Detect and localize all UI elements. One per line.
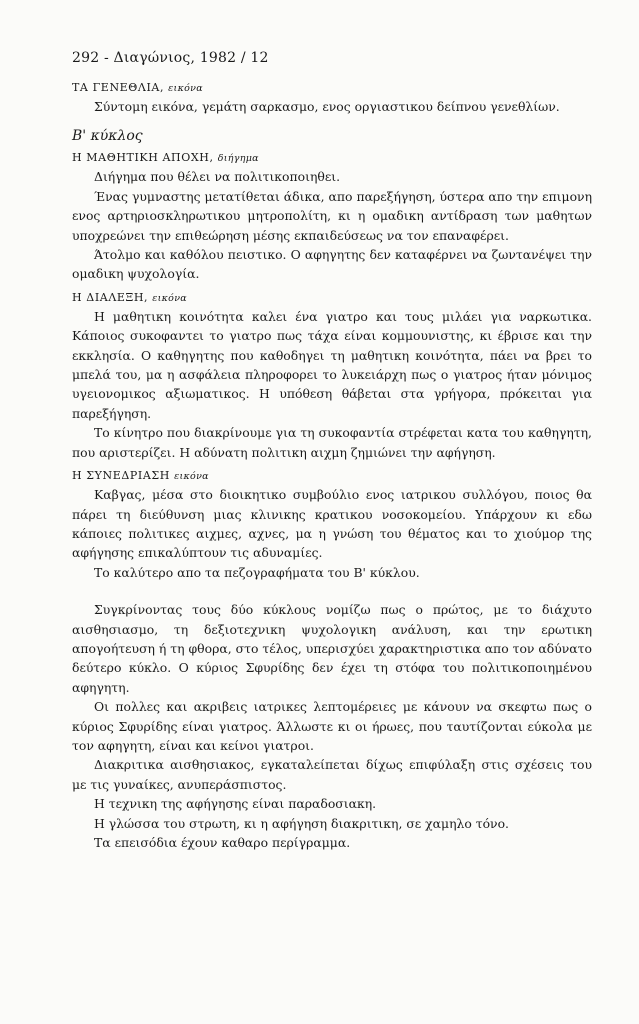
section-title: Η ΜΑΘΗΤΙΚΗ ΑΠΟΧΗ, <box>72 151 214 165</box>
section-title: Η ΔΙΑΛΕΞΗ, <box>72 290 149 304</box>
paragraph: Το καλύτερο απο τα πεζογραφήματα του Β' κύκλου. <box>94 564 420 580</box>
conclusion-paragraph: Συγκρίνοντας τους δύο κύκλους νομίζω πως ο πρώτος, με το διάχυτο αισθησιασμο, τη δεξιοτεχνικη ψυχολογικη ανάλυση, και την ερωτικη απογοήτευση ή τη φθορα, στο τέλος, υπερισχύει χαρακτηριστικα απο τον αδύνατο δεύτερο κύκλο. Ο κύριος Σφυρίδης δεν έχει τη στόφα του πολιτικοποιημένου αφηγητη. <box>72 602 592 695</box>
section-kind: εικόνα <box>174 471 209 483</box>
section-kind: εικόνα <box>152 292 187 304</box>
running-head: 292 - Διαγώνιος, 1982 / 12 <box>72 50 269 66</box>
section-heading-dialexi <box>72 290 592 307</box>
spacer <box>72 582 592 600</box>
conclusion-paragraph: Διακριτικα αισθησιακος, εγκαταλείπεται δίχως επιφύλαξη στις σχέσεις του με τις γυναίκες, ανυπεράσπιστος. <box>72 757 592 792</box>
section-title: ΤΑ ΓΕΝΕΘΛΙΑ, <box>72 81 165 94</box>
section-heading-synedriasi <box>72 468 592 485</box>
paragraph: Σύντομη εικόνα, γεμάτη σαρκασμο, ενος οργιαστικου δείπνου γενεθλίων. <box>94 99 560 114</box>
paragraph: Το κίνητρο που διακρίνουμε για τη συκοφαντία στρέφεται κατα του καθηγητη, που αριστερίζει. Η αδύνατη πολιτικη αιχμη ζημιώνει την αφήγηση. <box>72 425 592 460</box>
paragraph: Καβγας, μέσα στο διοικητικο συμβούλιο ενος ιατρικου συλλόγου, ποιος θα πάρει τη διεύθυνση μιας κλινικης κρατικου νοσοκομείου. Υπάρχουν κι εδω κάποιες πολιτικες αιχμες, αχνες, μα η γνώση του θέματος και το χιούμορ της αφήγησης επικαλύπτουν τις αδυναμίες. <box>72 487 592 561</box>
section-heading-mathitiki-apoxi <box>72 150 592 167</box>
paragraph: Η μαθητικη κοινότητα καλει ένα γιατρο και τους μιλάει για ναρκωτικα. Κάποιος συκοφαντει το γιατρο πως τάχα είναι κομμουνιστης, κι έβρισε και την εκκλησία. Ο καθηγητης που καθοδηγει τη μαθητικη κοινότητα, πάει να βρει το μπελά του, μα η ασφάλεια πληροφορει το λυκειάρχη πως ο γιατρος ήταν μόνιμος υγειονομικος αξιωματικος. Η υπόθεση θάβεται στα γρήγορα, πρόκειται για παρεξήγηση. <box>72 308 592 421</box>
paragraph: Ένας γυμναστης μετατίθεται άδικα, απο παρεξήγηση, ύστερα απο την επιμονη ενος αρτηριοσκληρωτικου μητροπολίτη, κι η ομαδικη αντίδραση των μαθητων υποχρεώνει την επιθεώρηση μέσης εκπαιδεύσεως να τον επαναφέρει. <box>72 188 592 243</box>
cycle-heading: Β' κύκλος <box>72 128 143 145</box>
conclusion-paragraph: Οι πολλες και ακριβεις ιατρικες λεπτομέρειες με κάνουν να σκεφτω πως ο κύριος Σφυρίδης είναι γιατρος. Άλλωστε κι οι ήρωες, που ταυτίζονται εύκολα με τον αφηγητη, είναι και κείνοι γιατροι. <box>72 699 592 753</box>
conclusion-paragraph: Τα επεισόδια έχουν καθαρο περίγραμμα. <box>94 835 351 850</box>
conclusion-paragraph: Η τεχνικη της αφήγησης είναι παραδοσιακη. <box>94 796 377 812</box>
section-heading-genethlia <box>72 80 592 97</box>
paragraph: Άτολμο και καθόλου πειστικο. Ο αφηγητης δεν καταφέρνει να ζωντανέψει την ομαδικη ψυχολογία. <box>72 247 592 282</box>
section-kind: διήγημα <box>217 153 259 165</box>
document-page <box>72 50 592 852</box>
section-title: Η ΣΥΝΕΔΡΙΑΣΗ <box>72 469 170 483</box>
conclusion-paragraph: Η γλώσσα του στρωτη, κι η αφήγηση διακριτικη, σε χαμηλο τόνο. <box>94 815 509 831</box>
paragraph: Διήγημα που θέλει να πολιτικοποιηθει. <box>94 169 341 185</box>
section-kind: εικόνα <box>168 83 203 94</box>
